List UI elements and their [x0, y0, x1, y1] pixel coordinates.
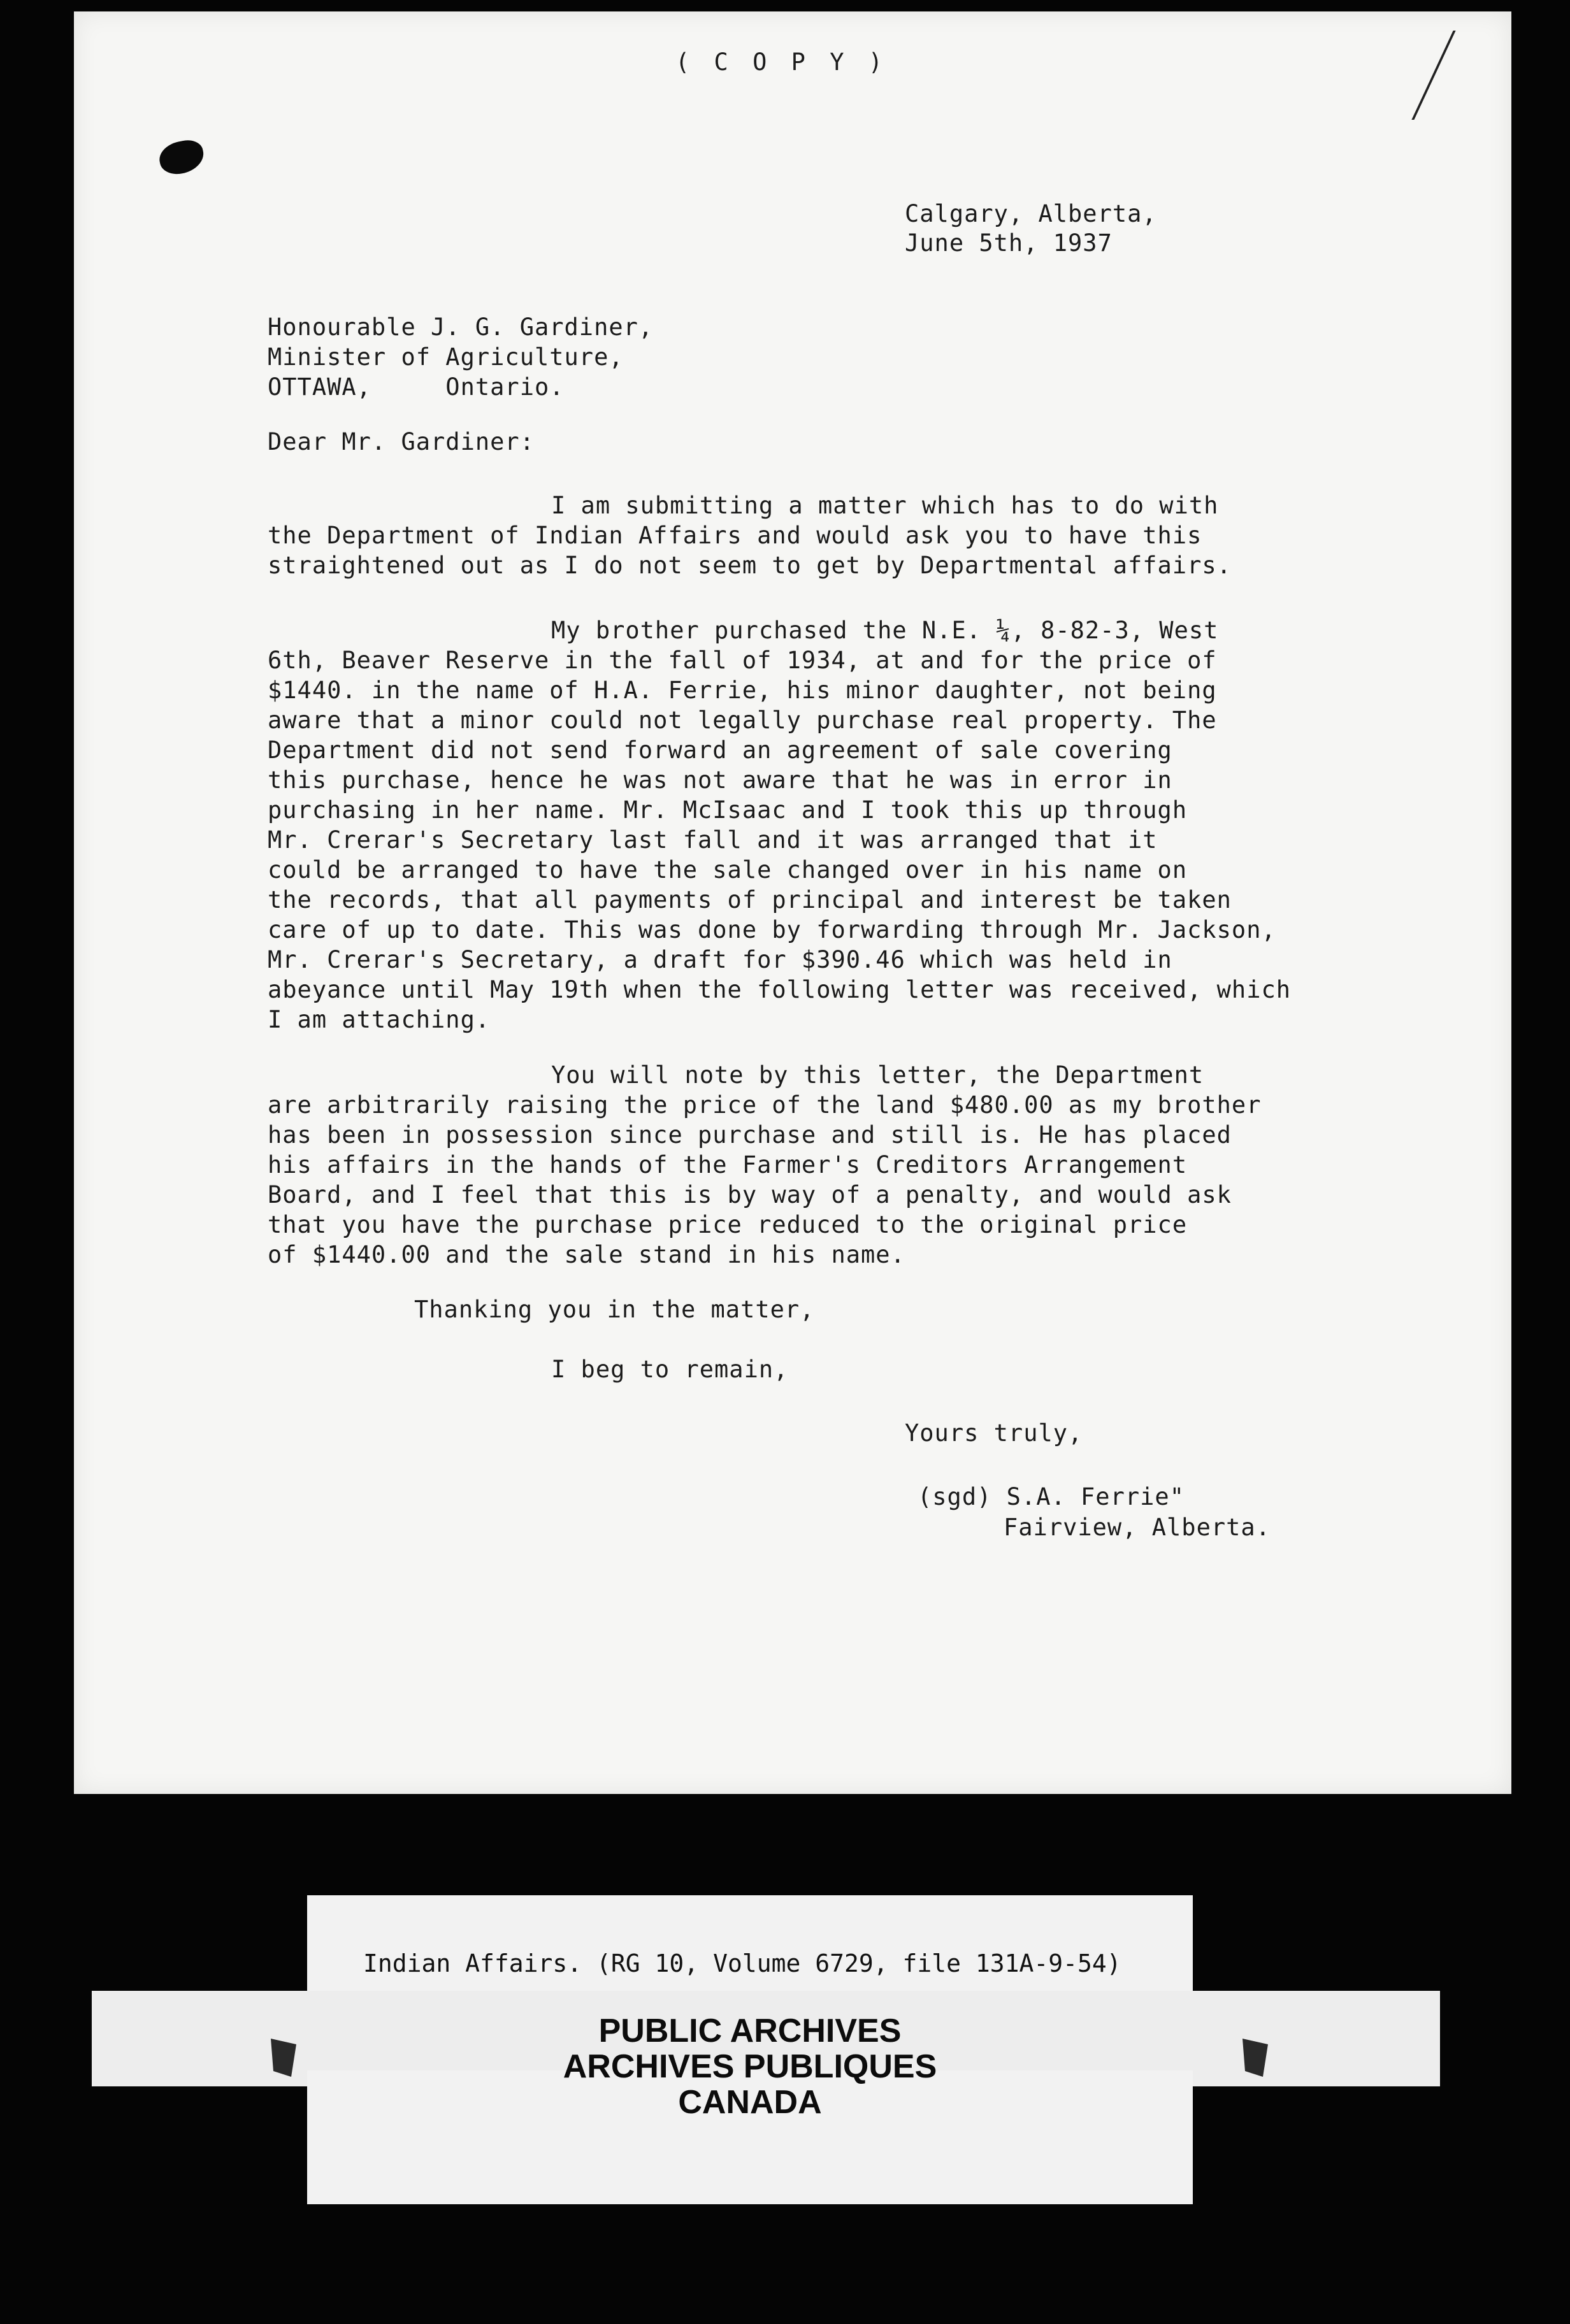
paragraph-line: are arbitrarily raising the price of the land $480.00 as my brother — [268, 1091, 1262, 1119]
paragraph-line: I am attaching. — [268, 1006, 491, 1033]
paragraph-line: the records, that all payments of principal and interest be taken — [268, 886, 1232, 914]
remain-line: I beg to remain, — [551, 1356, 789, 1383]
thanks-line: Thanking you in the matter, — [414, 1296, 815, 1323]
paragraph-line: that you have the purchase price reduced to the original price — [268, 1211, 1188, 1238]
paragraph-line: of $1440.00 and the sale stand in his name. — [268, 1241, 905, 1268]
paragraph-line: You will note by this letter, the Department — [551, 1061, 1204, 1089]
paragraph-line: Board, and I feel that this is by way of a penalty, and would ask — [268, 1181, 1232, 1209]
address-line: OTTAWA, Ontario. — [268, 373, 565, 401]
address-line: Minister of Agriculture, — [268, 343, 624, 371]
paragraph-3 — [268, 1060, 1389, 1270]
address-line: Honourable J. G. Gardiner, — [268, 313, 654, 341]
paragraph-line: could be arranged to have the sale changed over in his name on — [268, 856, 1188, 884]
paragraph-line: straightened out as I do not seem to get by Departmental affairs. — [268, 552, 1232, 579]
stamp-line: PUBLIC ARCHIVES — [598, 2012, 902, 2049]
salutation: Dear Mr. Gardiner: — [268, 428, 535, 455]
paragraph-line: his affairs in the hands of the Farmer's Creditors Arrangement — [268, 1151, 1188, 1179]
paragraph-line: aware that a minor could not legally purchase real property. The — [268, 707, 1217, 734]
paragraph-line: Mr. Crerar's Secretary, a draft for $390.46 which was held in — [268, 946, 1172, 973]
closing: Yours truly, — [905, 1419, 1083, 1447]
paragraph-line: 6th, Beaver Reserve in the fall of 1934, at and for the price of — [268, 647, 1217, 674]
paragraph-line: care of up to date. This was done by forwarding through Mr. Jackson, — [268, 916, 1276, 943]
paragraph-line: I am submitting a matter which has to do with — [551, 492, 1219, 519]
archive-stamp — [307, 2013, 1193, 2120]
paragraph-line: Mr. Crerar's Secretary last fall and it was arranged that it — [268, 826, 1158, 854]
paragraph-line: My brother purchased the N.E. ¼, 8-82-3, West — [551, 617, 1219, 644]
signature-location: Fairview, Alberta. — [1004, 1514, 1271, 1541]
paragraph-line: has been in possession since purchase and still is. He has placed — [268, 1121, 1232, 1149]
letter-date: June 5th, 1937 — [905, 229, 1113, 257]
paragraph-line: Department did not send forward an agreement of sale covering — [268, 736, 1172, 764]
paragraph-line: this purchase, hence he was not aware that he was in error in — [268, 766, 1172, 794]
page-corner-mark — [1411, 31, 1506, 120]
paragraph-line: abeyance until May 19th when the following letter was received, which — [268, 976, 1292, 1003]
paragraph-2 — [268, 615, 1389, 1035]
paragraph-1 — [268, 491, 1389, 580]
paragraph-line: purchasing in her name. Mr. McIsaac and I took this up through — [268, 796, 1188, 824]
signature: (sgd) S.A. Ferrie" — [918, 1483, 1185, 1510]
paragraph-line: $1440. in the name of H.A. Ferrie, his minor daughter, not being — [268, 677, 1217, 704]
stamp-line: ARCHIVES PUBLIQUES — [563, 2048, 937, 2085]
letter-place: Calgary, Alberta, — [905, 200, 1157, 227]
recipient-address — [268, 312, 653, 402]
paragraph-line: the Department of Indian Affairs and would ask you to have this — [268, 522, 1202, 549]
stamp-line: CANADA — [678, 2084, 822, 2121]
copy-heading: ( C O P Y ) — [675, 48, 888, 76]
archive-reference: Indian Affairs. (RG 10, Volume 6729, file 131A-9-54) — [363, 1949, 1121, 1977]
